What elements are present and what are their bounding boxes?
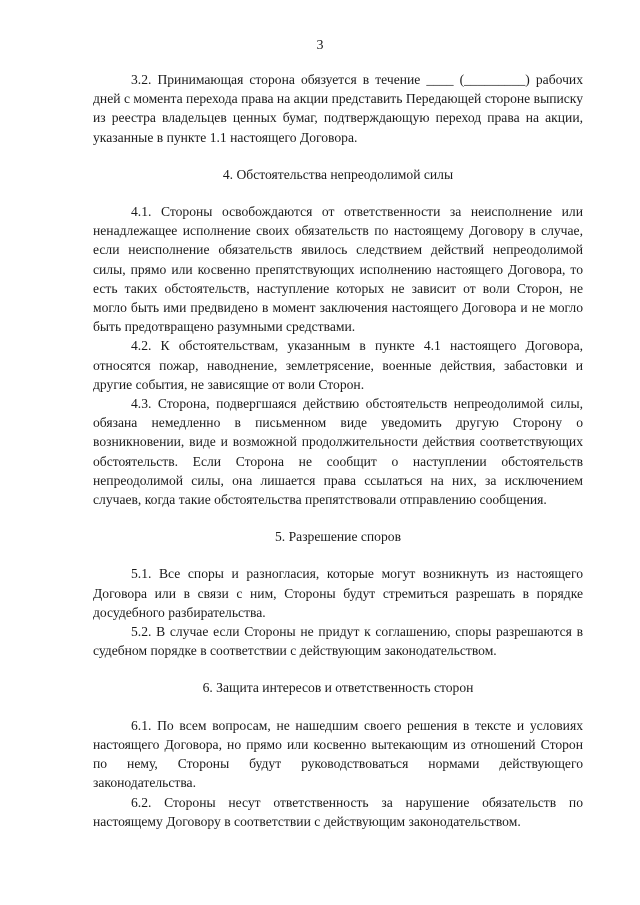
clause-4-3: 4.3. Сторона, подвергшаяся действию обстоятельств непреодолимой силы, обязана немедленно в письменном виде уведомить другую Сторону о возникновении, виде и возможной продолжительности действия соответствующих обстоятельств. Если Сторона не сообщит о наступлении обстоятельств непреодолимой силы, она лишается права ссылаться на них, за исключением случаев, когда такие обстоятельства препятствовали отправлению сообщения. <box>93 396 583 508</box>
section-heading-liability: 6. Защита интересов и ответственность сторон <box>202 680 474 696</box>
page-number: 3 <box>316 38 324 53</box>
clause-4-1: 4.1. Стороны освобождаются от ответственности за неисполнение или ненадлежащее исполнение своих обязательств по настоящему Договору в случае, если неисполнение обязательств явилось следствием действий непреодолимой силы, прямо или косвенно препятствующих исполнению настоящего Договора, то есть таких обстоятельств, наступление которых не зависит от воли Сторон, не могло быть ими предвидено в момент заключения настоящего Договора и не могло быть предотвращено разумными средствами. <box>93 204 583 335</box>
clause-5-2: 5.2. В случае если Стороны не придут к соглашению, споры разрешаются в судебном порядке в соответствии с действующим законодательством. <box>93 624 583 659</box>
clause-5-1: 5.1. Все споры и разногласия, которые могут возникнуть из настоящего Договора или в связи с ним, Стороны будут стремиться разрешать в порядке досудебного разбирательства. <box>93 566 583 620</box>
section-heading-disputes: 5. Разрешение споров <box>275 529 401 545</box>
clause-3-2: 3.2. Принимающая сторона обязуется в течение ____ (_________) рабочих дней с момента перехода права на акции представить Передающей стороне выписку из реестра владельцев ценных бумаг, подтверждающую переход права на акции, указанные в пункте 1.1 настоящего Договора. <box>93 72 583 145</box>
section-heading-force-majeure: 4. Обстоятельства непреодолимой силы <box>222 166 454 182</box>
clause-4-2: 4.2. К обстоятельствам, указанным в пункте 4.1 настоящего Договора, относятся пожар, наводнение, землетрясение, военные действия, забастовки и другие события, не зависящие от воли Сторон. <box>93 338 583 392</box>
document-body <box>93 70 583 831</box>
clause-6-2: 6.2. Стороны несут ответственность за нарушение обязательств по настоящему Договору в соответствии с действующим законодательством. <box>93 794 583 829</box>
clause-6-1: 6.1. По всем вопросам, не нашедшим своего решения в тексте и условиях настоящего Договора, но прямо или косвенно вытекающим из отношений Сторон по нему, Стороны будут руководствоваться нормами действующего законодательства. <box>93 717 583 791</box>
